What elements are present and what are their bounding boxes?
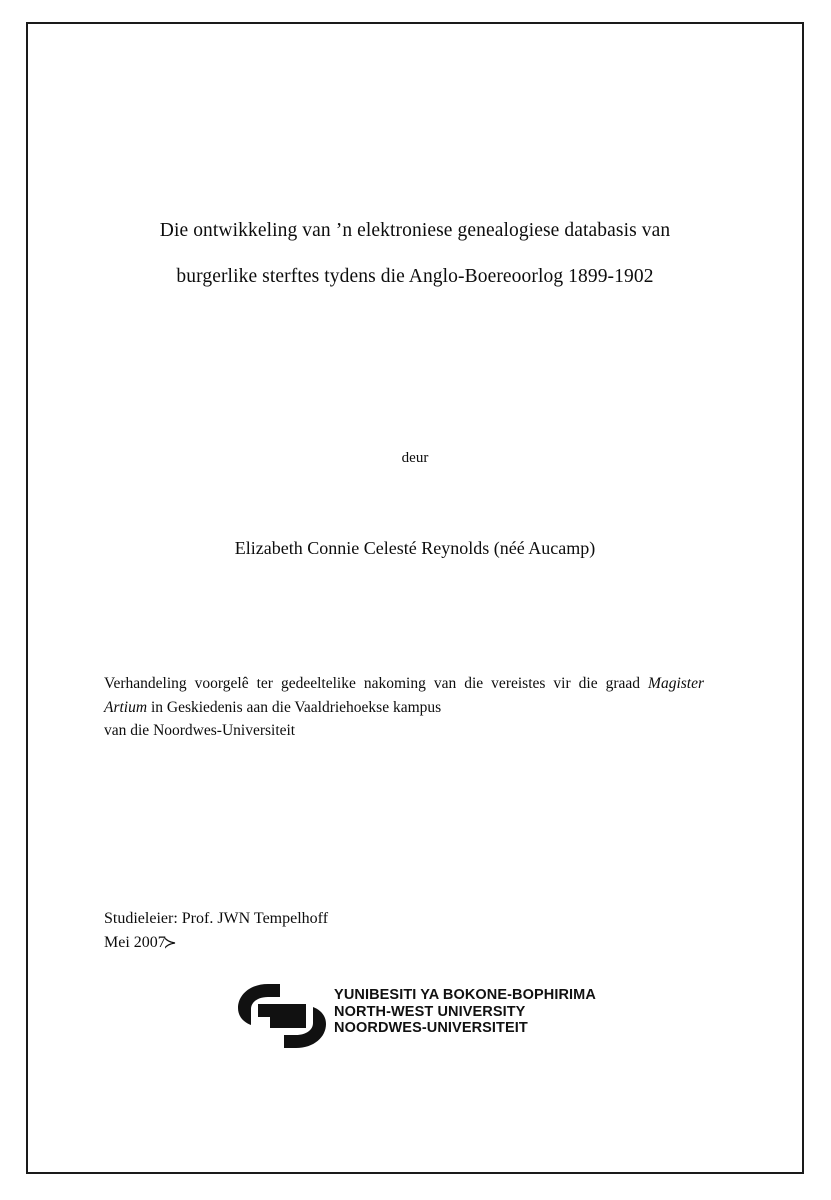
supervisor-line: Studieleier: Prof. JWN Tempelhoff: [104, 910, 329, 927]
submission-text-part1: Verhandeling voorgelê ter gedeeltelike nakoming van die vereistes vir die graad: [104, 675, 649, 692]
by-label: deur: [401, 450, 429, 466]
logo-line-1: YUNIBESITI YA BOKONE-BOPHIRIMA: [334, 987, 596, 1003]
logo-line-3: NOORDWES-UNIVERSITEIT: [334, 1020, 528, 1036]
author-name: Elizabeth Connie Celesté Reynolds (néé Aucamp): [234, 538, 596, 558]
title-line-1: Die ontwikkeling van ’n elektroniese genealogiese databasis van: [159, 220, 671, 241]
nwu-logo-icon: [234, 982, 330, 1050]
logo-wordmark: [334, 987, 596, 1037]
title-page-content: [100, 22, 730, 1174]
degree-name: Magister Artium: [104, 675, 704, 716]
supervisor-block: [104, 907, 704, 955]
submission-line-3: van die Noordwes-Universiteit: [104, 722, 296, 739]
logo-line-2: NORTH-WEST UNIVERSITY: [334, 1003, 526, 1020]
submission-paragraph: [104, 672, 704, 719]
submission-statement: [104, 672, 704, 743]
date-text: Mei 2007: [104, 934, 166, 951]
submission-text-part2: in Geskiedenis aan die Vaaldriehoekse kampus: [147, 698, 442, 716]
date-line: [104, 931, 177, 955]
date-pen-mark: ≻: [163, 935, 177, 952]
thesis-title: [100, 208, 730, 300]
title-line-2: burgerlike sterftes tydens die Anglo-Boereoorlog 1899-1902: [176, 266, 654, 287]
university-logo: [100, 970, 730, 1050]
